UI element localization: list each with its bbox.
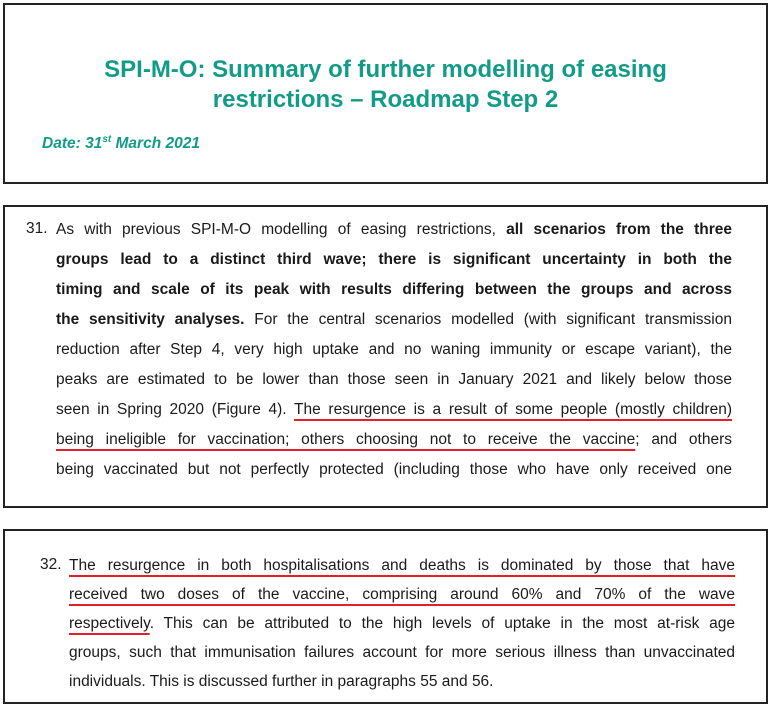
paragraph-number: 31. — [26, 220, 48, 237]
paragraph-31-line-4: the sensitivity analyses. For the central scenarios modelled (with significant transmission — [56, 311, 732, 328]
title-line-2: restrictions – Roadmap Step 2 — [212, 86, 559, 113]
paragraph-31-line-1: As with previous SPI-M-O modelling of easing restrictions, all scenarios from the three — [56, 221, 732, 238]
document-date: Date: 31st March 2021 — [42, 134, 200, 152]
paragraph-31-box — [3, 205, 768, 508]
header-box — [3, 3, 768, 184]
paragraph-31-line-2: groups lead to a distinct third wave; there is significant uncertainty in both the — [56, 251, 732, 268]
paragraph-31-line-5: reduction after Step 4, very high uptake and no waning immunity or escape variant), the — [56, 341, 732, 358]
document-title — [5, 55, 766, 115]
paragraph-31-line-8: being ineligible for vaccination; others choosing not to receive the vaccine; and others — [56, 431, 732, 448]
paragraph-31-line-7: seen in Spring 2020 (Figure 4). The resurgence is a result of some people (mostly children) — [56, 401, 732, 418]
paragraph-31-line-9: being vaccinated but not perfectly protected (including those who have only received one — [56, 461, 732, 478]
paragraph-32-line-1: The resurgence in both hospitalisations and deaths is dominated by those that have — [69, 557, 735, 574]
paragraph-32-line-4: groups, such that immunisation failures account for more serious illness than unvaccinated — [69, 644, 735, 661]
paragraph-number: 32. — [40, 556, 62, 573]
paragraph-32-line-2: received two doses of the vaccine, comprising around 60% and 70% of the wave — [69, 586, 735, 603]
paragraph-32-line-3: respectively. This can be attributed to the high levels of uptake in the most at-risk age — [69, 615, 735, 632]
paragraph-31-line-6: peaks are estimated to be lower than those seen in January 2021 and likely below those — [56, 371, 732, 388]
paragraph-31-line-3: timing and scale of its peak with results differing between the groups and across — [56, 281, 732, 298]
paragraph-32-line-5: individuals. This is discussed further in paragraphs 55 and 56. — [69, 673, 494, 690]
title-line-1: SPI-M-O: Summary of further modelling of easing — [104, 56, 667, 83]
paragraph-32-box — [3, 529, 768, 704]
